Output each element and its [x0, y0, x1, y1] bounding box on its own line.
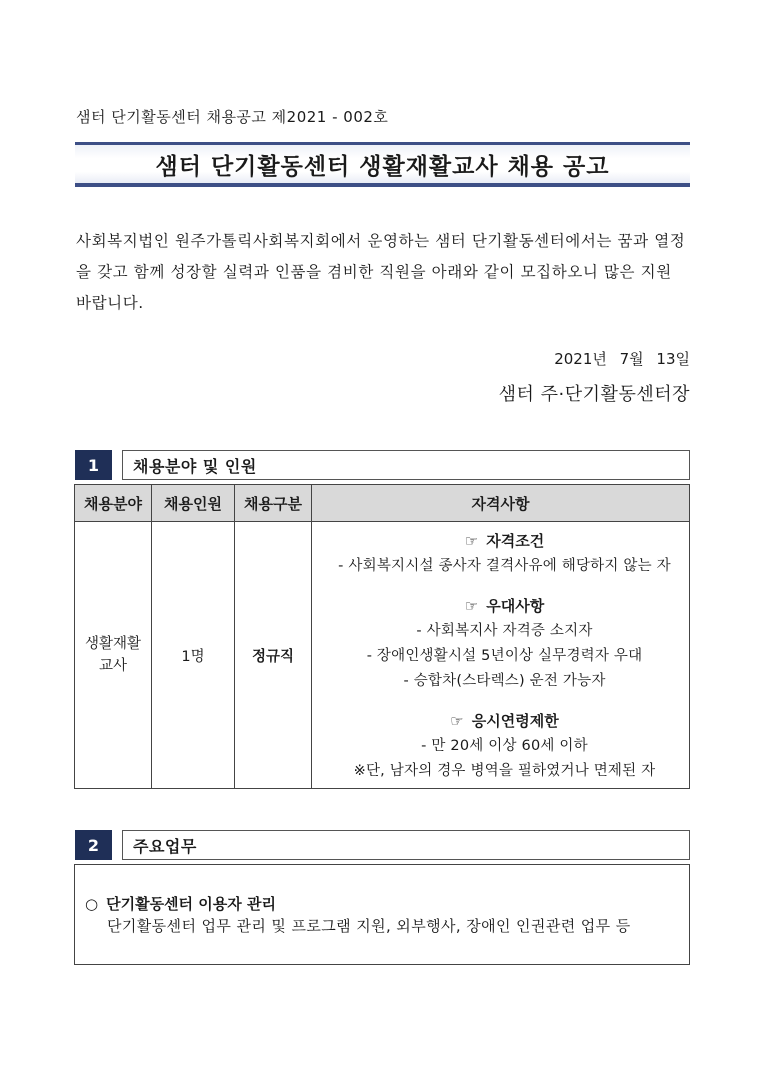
age-limit-title: 응시연령제한	[471, 712, 559, 730]
announcement-date: 2021년 7월 13일	[554, 350, 690, 368]
pointing-hand-icon: ☞	[464, 597, 479, 615]
section2-header	[75, 830, 690, 860]
header-qualification: 자격사항	[312, 485, 690, 522]
section1-number: 1	[75, 450, 112, 480]
recruitment-table	[74, 484, 690, 789]
list-item: - 사회복지사 자격증 소지자	[416, 623, 593, 639]
preference-heading	[320, 595, 689, 616]
qualification-heading	[320, 530, 689, 551]
table-row	[75, 522, 690, 789]
list-item: - 장애인생활시설 5년이상 실무경력자 우대	[366, 648, 643, 664]
table-header-row	[75, 485, 690, 522]
duty-box	[74, 864, 690, 965]
page-title: 샘터 단기활동센터 생활재활교사 채용 공고	[155, 153, 610, 180]
cell-type: 정규직	[235, 522, 312, 789]
title-banner	[75, 142, 690, 187]
section1-title: 채용분야 및 인원	[122, 450, 690, 480]
cell-field	[75, 522, 152, 789]
pointing-hand-icon: ☞	[464, 532, 479, 550]
duty-description: 단기활동센터 업무 관리 및 프로그램 지원, 외부행사, 장애인 인권관련 업무 등	[107, 917, 631, 935]
section2-title: 주요업무	[122, 830, 690, 860]
list-item: ※단, 남자의 경우 병역을 필하였거나 면제된 자	[353, 763, 656, 779]
section1-header	[75, 450, 690, 480]
duty-title: 단기활동센터 이용자 관리	[106, 895, 276, 913]
header-type: 채용구분	[235, 485, 312, 522]
cell-count: 1명	[152, 522, 235, 789]
header-field: 채용분야	[75, 485, 152, 522]
preference-title: 우대사항	[486, 597, 545, 615]
duty-heading	[85, 893, 276, 914]
notice-number: 샘터 단기활동센터 채용공고 제2021 - 002호	[76, 108, 389, 126]
list-item: - 승합차(스타렉스) 운전 가능자	[403, 673, 606, 689]
header-count: 채용인원	[152, 485, 235, 522]
cell-qualification-details	[312, 522, 690, 789]
field-value: 생활재활교사	[84, 636, 142, 674]
intro-paragraph: 사회복지법인 원주가톨릭사회복지회에서 운영하는 샘터 단기활동센터에서는 꿈과 열정을 갖고 함께 성장할 실력과 인품을 겸비한 직원을 아래와 같이 모집하오니 많은 지원 바랍니다.	[76, 232, 686, 312]
pointing-hand-icon: ☞	[450, 712, 464, 730]
qualification-title: 자격조건	[486, 532, 545, 550]
signer: 샘터 주·단기활동센터장	[498, 384, 690, 405]
age-limit-heading	[320, 710, 689, 731]
list-item: - 만 20세 이상 60세 이하	[421, 738, 588, 754]
circle-bullet-icon: ○	[85, 895, 99, 913]
section2-number: 2	[75, 830, 112, 860]
list-item: - 사회복지시설 종사자 결격사유에 해당하지 않는 자	[338, 558, 671, 574]
